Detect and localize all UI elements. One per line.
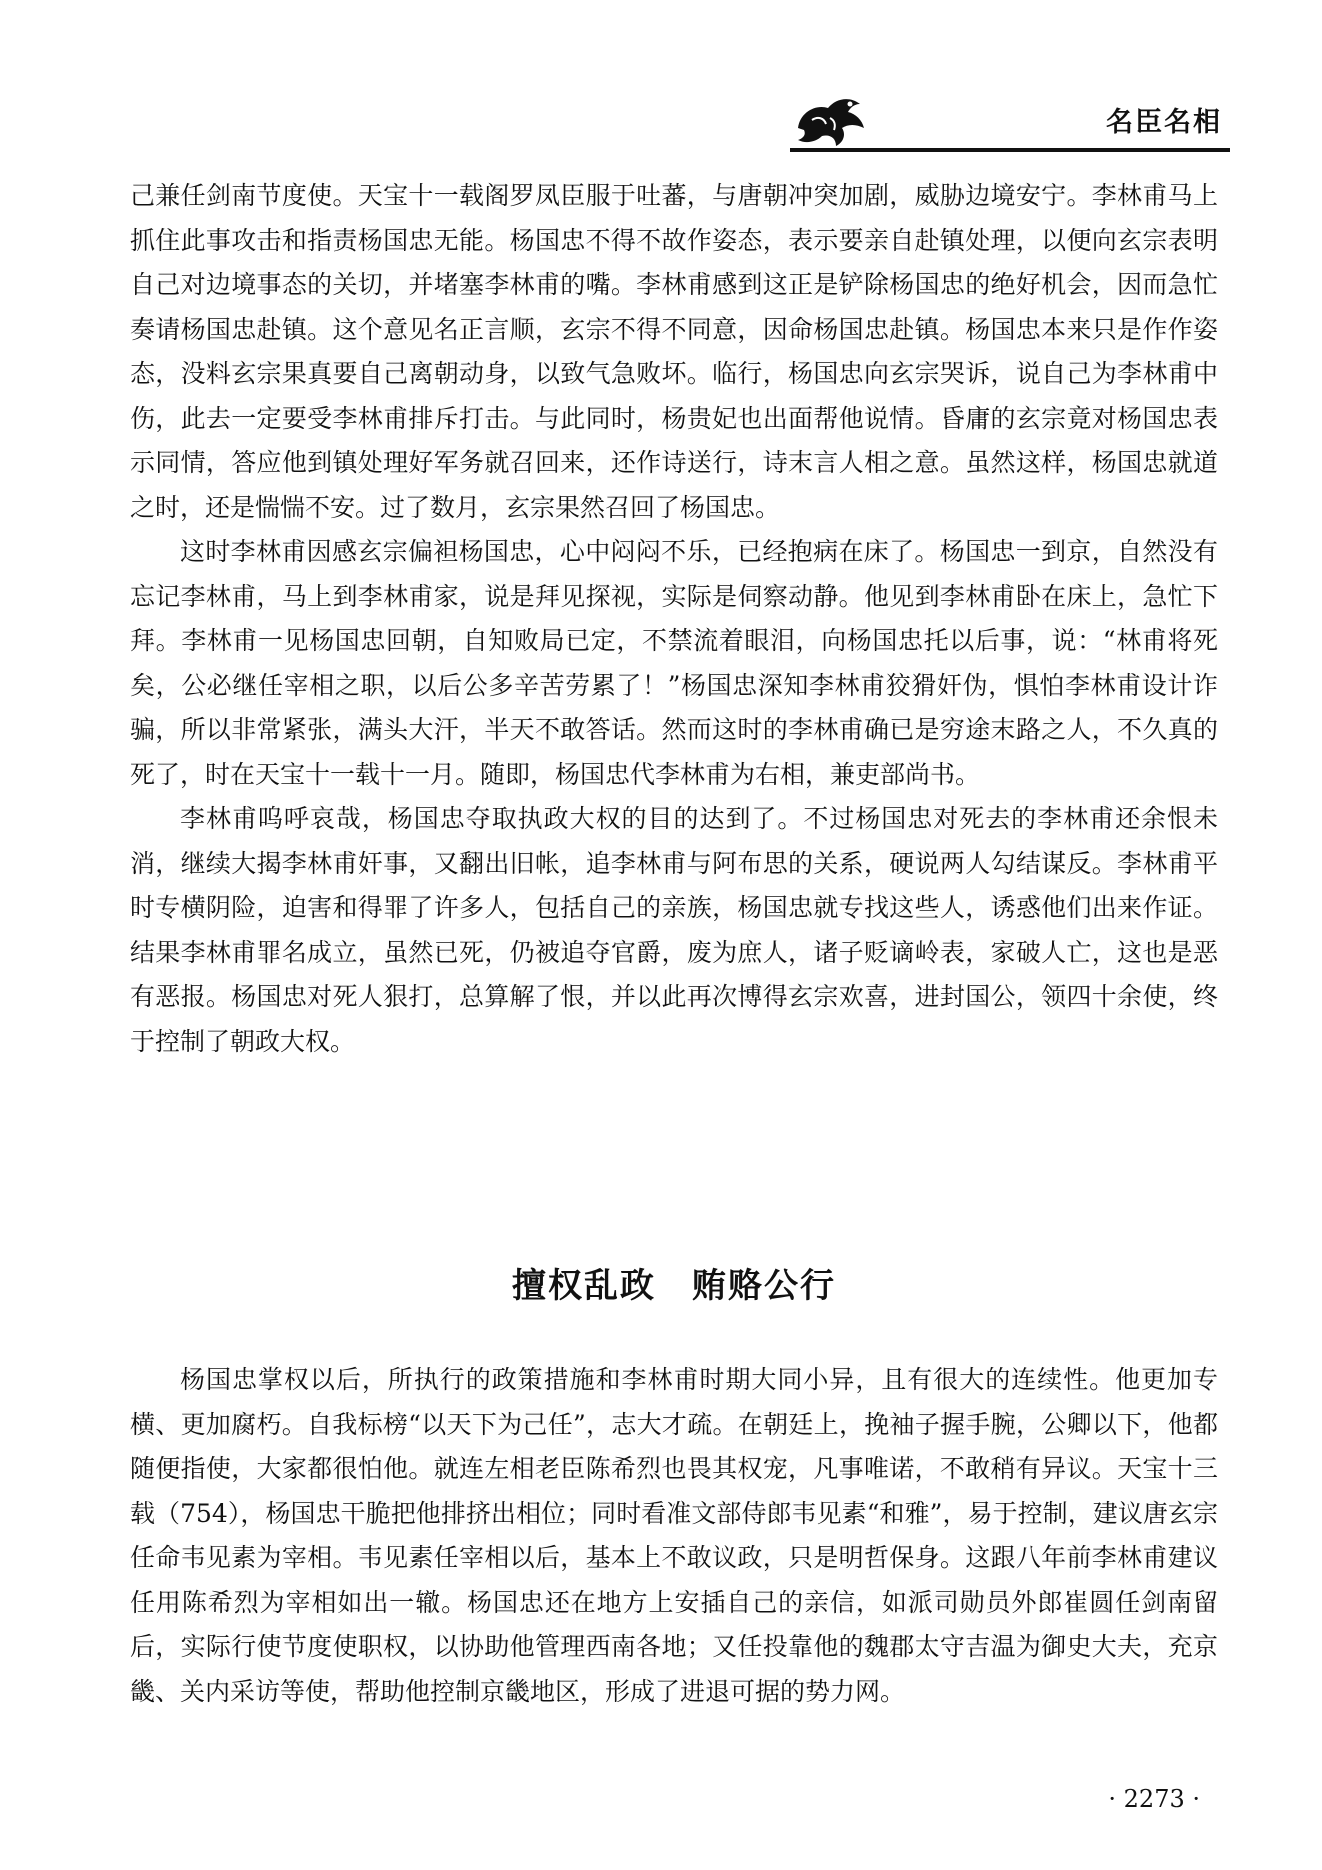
body-text-bottom <box>130 1358 1218 1714</box>
header-rule <box>790 148 1230 152</box>
running-header <box>790 90 1230 152</box>
body-paragraph: 这时李林甫因感玄宗偏袒杨国忠，心中闷闷不乐，已经抱病在床了。杨国忠一到京，自然没有忘记李林甫，马上到李林甫家，说是拜见探视，实际是伺察动静。他见到李林甫卧在床上，急忙下拜。李林甫一见杨国忠回朝，自知败局已定，不禁流着眼泪，向杨国忠托以后事，说：“林甫将死矣，公必继任宰相之职，以后公多辛苦劳累了！”杨国忠深知李林甫狡猾奸伪，惧怕李林甫设计诈骗，所以非常紧张，满头大汗，半天不敢答话。然而这时的李林甫确已是穷途末路之人，不久真的死了，时在天宝十一载十一月。随即，杨国忠代李林甫为右相，兼吏部尚书。 <box>130 537 1218 789</box>
body-text-top <box>130 174 1218 1064</box>
header-title: 名臣名相 <box>1106 107 1222 138</box>
dragon-emblem-icon <box>790 90 870 152</box>
page-number: · 2273 · <box>1108 1785 1200 1813</box>
body-paragraph: 李林甫呜呼哀哉，杨国忠夺取执政大权的目的达到了。不过杨国忠对死去的李林甫还余恨未消，继续大揭李林甫奸事，又翻出旧帐，追李林甫与阿布思的关系，硬说两人勾结谋反。李林甫平时专横阴险，迫害和得罪了许多人，包括自己的亲族，杨国忠就专找这些人，诱惑他们出来作证。结果李林甫罪名成立，虽然已死，仍被追夺官爵，废为庶人，诸子贬谪岭表，家破人亡，这也是恶有恶报。杨国忠对死人狠打，总算解了恨，并以此再次博得玄宗欢喜，进封国公，领四十余使，终于控制了朝政大权。 <box>130 804 1218 1056</box>
body-paragraph: 己兼任剑南节度使。天宝十一载阁罗凤臣服于吐蕃，与唐朝冲突加剧，威胁边境安宁。李林甫马上抓住此事攻击和指责杨国忠无能。杨国忠不得不故作姿态，表示要亲自赴镇处理，以便向玄宗表明自己对边境事态的关切，并堵塞李林甫的嘴。李林甫感到这正是铲除杨国忠的绝好机会，因而急忙奏请杨国忠赴镇。这个意见名正言顺，玄宗不得不同意，因命杨国忠赴镇。杨国忠本来只是作作姿态，没料玄宗果真要自己离朝动身，以致气急败坏。临行，杨国忠向玄宗哭诉，说自己为李林甫中伤，此去一定要受李林甫排斥打击。与此同时，杨贵妃也出面帮他说情。昏庸的玄宗竟对杨国忠表示同情，答应他到镇处理好军务就召回来，还作诗送行，诗末言人相之意。虽然这样，杨国忠就道之时，还是惴惴不安。过了数月，玄宗果然召回了杨国忠。 <box>130 181 1218 522</box>
body-paragraph: 杨国忠掌权以后，所执行的政策措施和李林甫时期大同小异，且有很大的连续性。他更加专横、更加腐朽。自我标榜“以天下为己任”，志大才疏。在朝廷上，挽袖子握手腕，公卿以下，他都随便指使，大家都很怕他。就连左相老臣陈希烈也畏其权宠，凡事唯诺，不敢稍有异议。天宝十三载（754），杨国忠干脆把他排挤出相位；同时看准文部侍郎韦见素“和雅”，易于控制，建议唐玄宗任命韦见素为宰相。韦见素任宰相以后，基本上不敢议政，只是明哲保身。这跟八年前李林甫建议任用陈希烈为宰相如出一辙。杨国忠还在地方上安插自己的亲信，如派司勋员外郎崔圆任剑南留后，实际行使节度使职权，以协助他管理西南各地；又任投靠他的魏郡太守吉温为御史大夫，充京畿、关内采访等使，帮助他控制京畿地区，形成了进退可据的势力网。 <box>130 1365 1218 1706</box>
section-heading: 擅权乱政 贿赂公行 <box>512 1266 836 1306</box>
